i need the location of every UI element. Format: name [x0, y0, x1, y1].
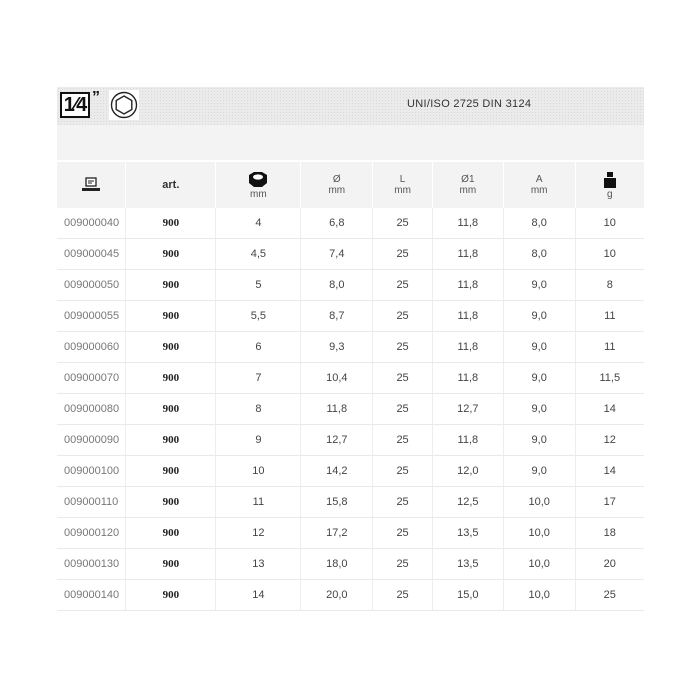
a-cell: 9,0	[503, 456, 575, 487]
art-cell: 900	[126, 580, 216, 611]
diameter-cell: 9,3	[301, 332, 373, 363]
length-cell: 25	[373, 239, 433, 270]
catalog-code-icon	[81, 177, 101, 193]
a-cell: 9,0	[503, 363, 575, 394]
code-cell: 009000130	[57, 549, 126, 580]
column-header-art: art.	[126, 162, 216, 208]
diameter-1-cell: 12,0	[432, 456, 503, 487]
specification-table	[57, 162, 644, 611]
diameter-cell: 18,0	[301, 549, 373, 580]
diameter-1-cell: 11,8	[432, 301, 503, 332]
a-cell: 9,0	[503, 425, 575, 456]
table-row	[57, 239, 644, 270]
weight-cell: 10	[575, 239, 644, 270]
inch-mark: ”	[92, 89, 100, 106]
table-row	[57, 208, 644, 239]
diameter-1-cell: 11,8	[432, 208, 503, 239]
diameter-cell: 7,4	[301, 239, 373, 270]
a-cell: 10,0	[503, 580, 575, 611]
length-cell: 25	[373, 394, 433, 425]
length-cell: 25	[373, 456, 433, 487]
length-cell: 25	[373, 301, 433, 332]
a-cell: 8,0	[503, 239, 575, 270]
weight-cell: 8	[575, 270, 644, 301]
length-cell: 25	[373, 487, 433, 518]
table-row	[57, 456, 644, 487]
table-row	[57, 363, 644, 394]
diameter-cell: 17,2	[301, 518, 373, 549]
table-body	[57, 208, 644, 611]
weight-cell: 18	[575, 518, 644, 549]
art-cell: 900	[126, 549, 216, 580]
diameter-1-cell: 11,8	[432, 270, 503, 301]
art-cell: 900	[126, 208, 216, 239]
art-cell: 900	[126, 487, 216, 518]
nut-size-cell: 11	[216, 487, 301, 518]
code-cell: 009000055	[57, 301, 126, 332]
column-header-weight: g	[575, 162, 644, 208]
nut-size-cell: 6	[216, 332, 301, 363]
table-header-row	[57, 162, 644, 208]
column-header-diameter-1: Ø1 mm	[432, 162, 503, 208]
nut-size-cell: 4,5	[216, 239, 301, 270]
table-row	[57, 332, 644, 363]
weight-cell: 10	[575, 208, 644, 239]
header-spacer	[57, 125, 644, 160]
code-cell: 009000040	[57, 208, 126, 239]
weight-cell: 20	[575, 549, 644, 580]
diameter-cell: 20,0	[301, 580, 373, 611]
art-cell: 900	[126, 518, 216, 549]
weight-icon	[602, 171, 618, 189]
diameter-cell: 8,7	[301, 301, 373, 332]
diameter-cell: 6,8	[301, 208, 373, 239]
a-cell: 9,0	[503, 394, 575, 425]
weight-cell: 11	[575, 332, 644, 363]
column-header-diameter: Ø mm	[301, 162, 373, 208]
a-cell: 9,0	[503, 332, 575, 363]
weight-cell: 12	[575, 425, 644, 456]
standard-reference: UNI/ISO 2725 DIN 3124	[407, 98, 532, 110]
art-cell: 900	[126, 363, 216, 394]
nut-size-cell: 8	[216, 394, 301, 425]
length-cell: 25	[373, 549, 433, 580]
nut-size-cell: 9	[216, 425, 301, 456]
code-cell: 009000060	[57, 332, 126, 363]
code-cell: 009000110	[57, 487, 126, 518]
table-row	[57, 425, 644, 456]
diameter-cell: 10,4	[301, 363, 373, 394]
code-cell: 009000070	[57, 363, 126, 394]
drive-size-label: 1⁄4	[63, 94, 87, 116]
table-row	[57, 394, 644, 425]
nut-size-cell: 5	[216, 270, 301, 301]
length-cell: 25	[373, 580, 433, 611]
code-cell: 009000140	[57, 580, 126, 611]
code-cell: 009000050	[57, 270, 126, 301]
diameter-1-cell: 15,0	[432, 580, 503, 611]
code-cell: 009000080	[57, 394, 126, 425]
diameter-1-cell: 11,8	[432, 363, 503, 394]
code-cell: 009000120	[57, 518, 126, 549]
diameter-cell: 12,7	[301, 425, 373, 456]
table-row	[57, 580, 644, 611]
diameter-cell: 8,0	[301, 270, 373, 301]
art-cell: 900	[126, 332, 216, 363]
diameter-cell: 11,8	[301, 394, 373, 425]
drive-size-badge	[60, 92, 90, 118]
length-cell: 25	[373, 425, 433, 456]
a-cell: 9,0	[503, 301, 575, 332]
nut-size-cell: 4	[216, 208, 301, 239]
a-cell: 8,0	[503, 208, 575, 239]
code-cell: 009000090	[57, 425, 126, 456]
diameter-1-cell: 13,5	[432, 518, 503, 549]
art-cell: 900	[126, 394, 216, 425]
art-cell: 900	[126, 301, 216, 332]
table-row	[57, 549, 644, 580]
diameter-1-cell: 12,7	[432, 394, 503, 425]
length-cell: 25	[373, 270, 433, 301]
art-cell: 900	[126, 270, 216, 301]
column-header-code	[57, 162, 126, 208]
diameter-1-cell: 11,8	[432, 425, 503, 456]
code-cell: 009000100	[57, 456, 126, 487]
nut-size-cell: 12	[216, 518, 301, 549]
nut-size-cell: 5,5	[216, 301, 301, 332]
nut-size-cell: 7	[216, 363, 301, 394]
diameter-cell: 14,2	[301, 456, 373, 487]
hex-nut-icon	[246, 171, 270, 189]
weight-cell: 17	[575, 487, 644, 518]
length-cell: 25	[373, 363, 433, 394]
weight-cell: 25	[575, 580, 644, 611]
art-cell: 900	[126, 239, 216, 270]
hexagon-profile-icon	[109, 90, 139, 120]
table-row	[57, 518, 644, 549]
diameter-1-cell: 12,5	[432, 487, 503, 518]
length-cell: 25	[373, 208, 433, 239]
column-header-length: L mm	[373, 162, 433, 208]
table-row	[57, 270, 644, 301]
length-cell: 25	[373, 332, 433, 363]
diameter-1-cell: 11,8	[432, 239, 503, 270]
column-header-a: A mm	[503, 162, 575, 208]
nut-size-cell: 10	[216, 456, 301, 487]
nut-size-cell: 14	[216, 580, 301, 611]
art-cell: 900	[126, 456, 216, 487]
table-row	[57, 487, 644, 518]
table-row	[57, 301, 644, 332]
weight-cell: 11	[575, 301, 644, 332]
weight-cell: 11,5	[575, 363, 644, 394]
a-cell: 10,0	[503, 549, 575, 580]
diameter-1-cell: 11,8	[432, 332, 503, 363]
column-header-nut-size: mm	[216, 162, 301, 208]
weight-cell: 14	[575, 394, 644, 425]
art-cell: 900	[126, 425, 216, 456]
diameter-cell: 15,8	[301, 487, 373, 518]
code-cell: 009000045	[57, 239, 126, 270]
nut-size-cell: 13	[216, 549, 301, 580]
a-cell: 10,0	[503, 518, 575, 549]
product-header	[57, 87, 644, 125]
weight-cell: 14	[575, 456, 644, 487]
a-cell: 9,0	[503, 270, 575, 301]
length-cell: 25	[373, 518, 433, 549]
a-cell: 10,0	[503, 487, 575, 518]
diameter-1-cell: 13,5	[432, 549, 503, 580]
